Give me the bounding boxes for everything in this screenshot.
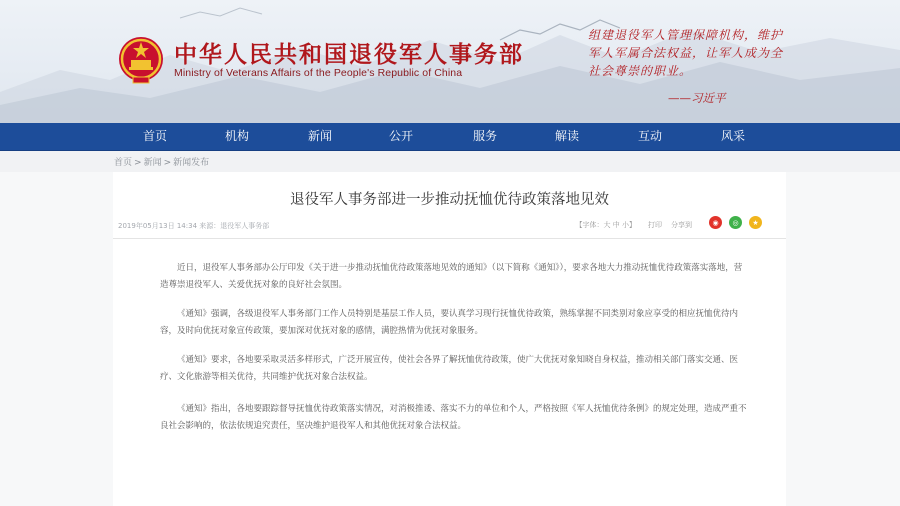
nav-item-public[interactable]: 公开 [388, 129, 413, 143]
page-margin-left [0, 172, 113, 506]
nav-item-interpretation[interactable]: 解读 [554, 129, 579, 143]
main-navigation [0, 123, 900, 151]
font-size-control[interactable]: 【字体：大 中 小】 [575, 221, 636, 229]
nav-item-showcase[interactable]: 风采 [720, 129, 745, 143]
site-title-english: Ministry of Veterans Affairs of the People's Republic of China [174, 67, 463, 79]
article-title: 退役军人事务部进一步推动抚恤优待政策落地见效 [290, 192, 609, 208]
breadcrumb-bar [0, 151, 900, 173]
print-button[interactable]: 打印 [648, 221, 662, 229]
breadcrumb-news-release[interactable]: 新闻发布 [173, 158, 210, 168]
page-margin-right [786, 172, 900, 506]
breadcrumb-home[interactable]: 首页 [114, 158, 133, 168]
article-tools [575, 216, 762, 232]
article-paragraph: 《通知》强调，各级退役军人事务部门工作人员特别是基层工作人员，要认真学习现行抚恤优待政策，熟练掌握不同类别对象应享受的相应抚恤优待内容，及时向优抚对象宣传政策，要加深对优抚对象的感情，满腔热情为优抚对象服务。 [160, 309, 739, 336]
nav-item-interaction[interactable]: 互动 [637, 129, 662, 143]
site-title-chinese: 中华人民共和国退役军人事务部 [174, 41, 524, 68]
nav-item-home[interactable]: 首页 [142, 129, 167, 143]
share-label: 分享到 [671, 221, 692, 229]
nav-item-services[interactable]: 服务 [472, 129, 497, 143]
nav-item-news[interactable]: 新闻 [307, 129, 332, 143]
site-header [0, 0, 900, 123]
national-emblem-icon [117, 35, 165, 87]
article-paragraph: 近日，退役军人事务部办公厅印发《关于进一步推动抚恤优待政策落地见效的通知》（以下简称《通知》），要求各地大力推动抚恤优待政策落实落地，营造尊崇退役军人、关爱优抚对象的良好社会氛围。 [160, 263, 743, 290]
article-container [113, 172, 786, 506]
breadcrumb-separator: > [134, 158, 142, 168]
article-paragraph: 《通知》指出，各地要跟踪督导抚恤优待政策落实情况，对消极推诿、落实不力的单位和个人，严格按照《军人抚恤优待条例》的规定处理，造成严重不良社会影响的，依法依规追究责任，坚决维护退役军人和其他优抚对象合法权益。 [160, 404, 747, 431]
quote-signature: ——习近平 [668, 91, 726, 105]
weibo-icon[interactable]: ◉ [709, 216, 722, 229]
nav-item-organization[interactable]: 机构 [224, 129, 249, 143]
leader-quote: 组建退役军人管理保障机构，维护军人军属合法权益，让军人成为全社会尊崇的职业。 [588, 28, 784, 78]
wechat-icon[interactable]: ◎ [729, 216, 742, 229]
article-paragraph: 《通知》要求，各地要采取灵活多样形式，广泛开展宣传，使社会各界了解抚恤优待政策，使广大优抚对象知晓自身权益，推动相关部门落实交通、医疗、文化旅游等相关优待，共同维护优抚对象合法权益。 [160, 355, 739, 382]
qzone-icon[interactable]: ★ [749, 216, 762, 229]
breadcrumb-news[interactable]: 新闻 [143, 158, 162, 168]
article-meta: 2019年05月13日 14:34 来源：退役军人事务部 [118, 222, 270, 230]
title-divider [113, 238, 786, 239]
breadcrumb-separator: > [163, 158, 172, 168]
breadcrumb [114, 155, 209, 168]
